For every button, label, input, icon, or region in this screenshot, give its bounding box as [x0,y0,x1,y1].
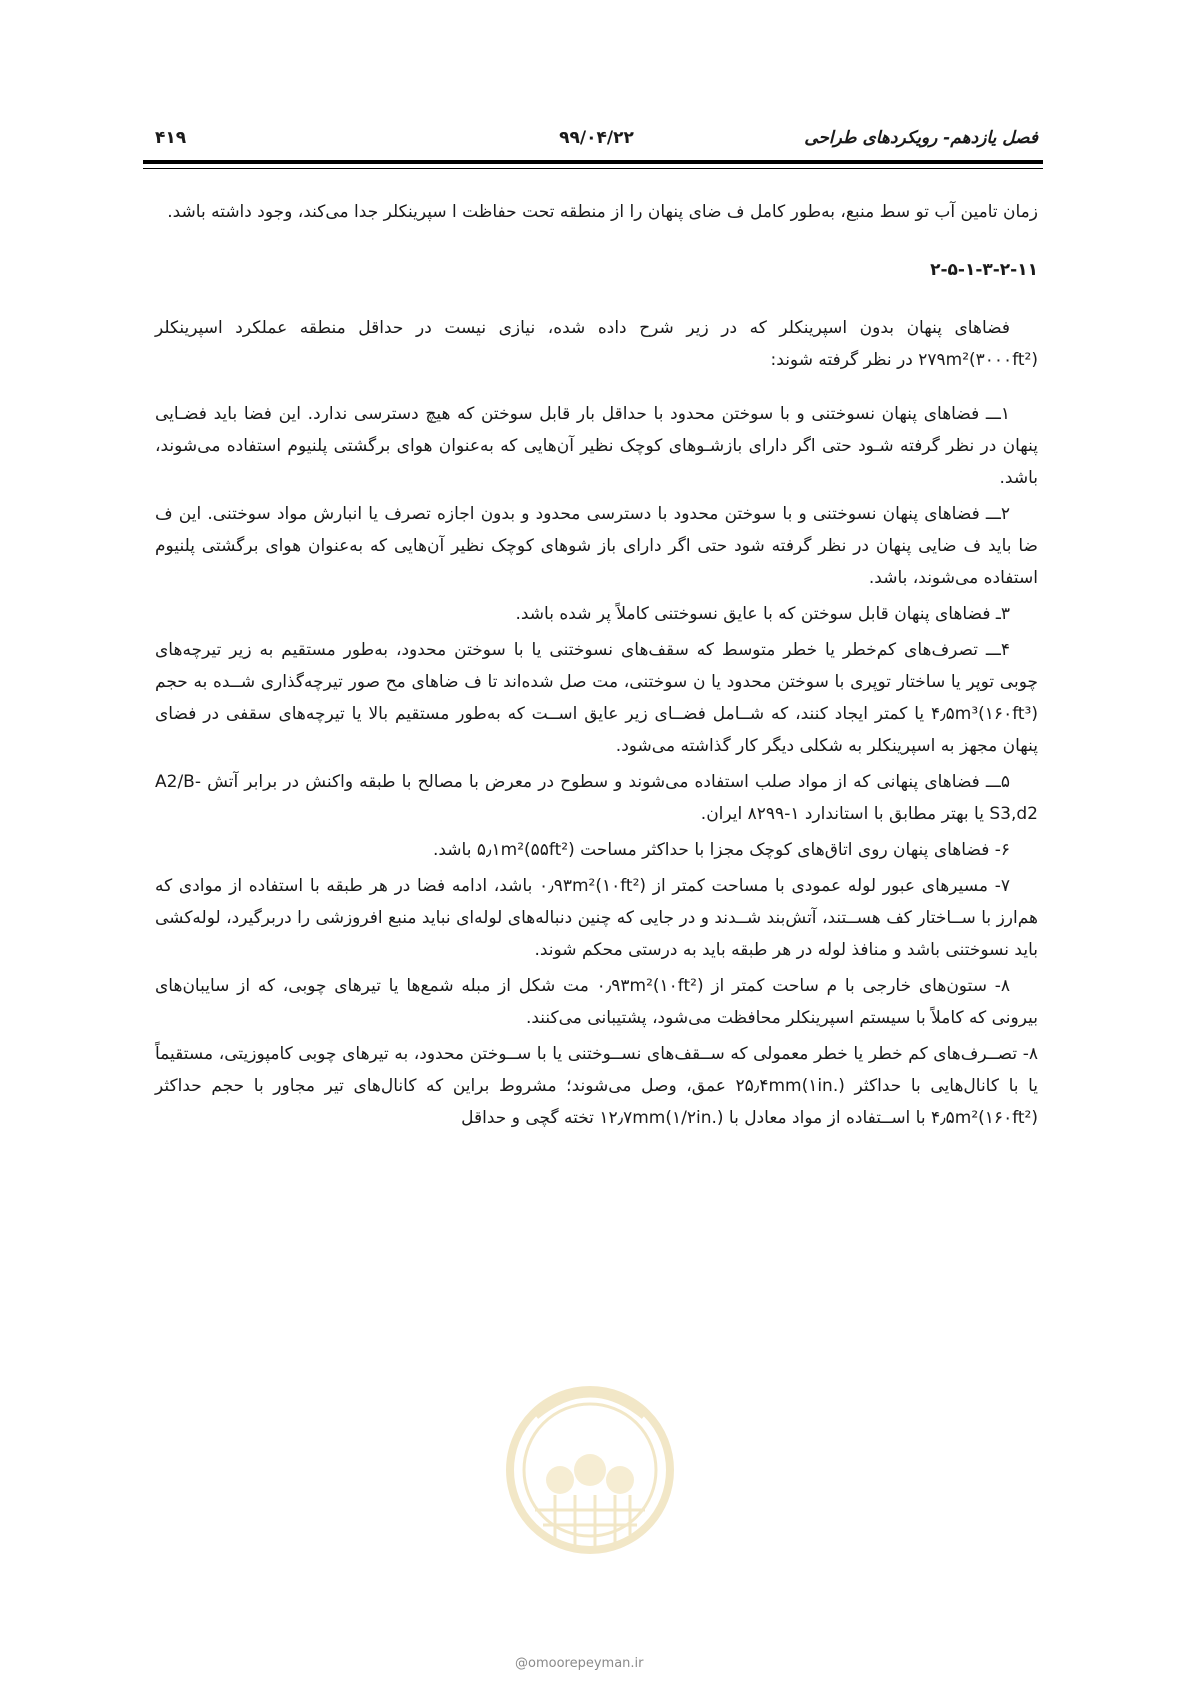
list-item-1: ۱ـــ فضاهای پنهان نسوختنی و با سوختن محدود با حداقل بار قابل سوختن که هیچ دسترسی ندارد. این فضا باید فضـایی پنهان در نظر گرفته شـود حتی اگر دارای بازشـوهای کوچک نظیر آن‌هایی که به‌عنوان هوای برگشتی پلنیوم استفاده می‌شوند، باشد. [155,404,1038,488]
section-heading: ۲-۵-۱-۳-۲-۱۱ [930,260,1038,280]
paragraph-continuation: زمان تامین آب تو سط منبع، به‌طور کامل ف ضای پنهان را از منطقه تحت حفاظت ا سپرینکلر جدا می‌کند، وجود داشته باشد. [167,202,1038,222]
page-header [155,128,1038,158]
page-number: ۴۱۹ [155,128,187,148]
list-item-2: ۲ـــ فضاهای پنهان نسوختنی و با سوختن محدود با دسترسی محدود و بدون اجازه تصرف یا انبارش مواد سوختنی. این ف ضا باید ف ضایی پنهان در نظر گرفته شود حتی اگر دارای باز شوهای کوچک نظیر آن‌هایی که به‌عنوان هوای برگشتی پلنیوم استفاده می‌شوند، باشد. [155,504,1038,588]
list-item-6: ۶- فضاهای پنهان روی اتاق‌های کوچک مجزا با حداکثر مساحت ۵٫۱m²(۵۵ft²) باشد. [432,840,1010,860]
list-item-4: ۴ـــ تصرف‌های کم‌خطر یا خطر متوسط که سقف‌های نسوختنی یا با سوختن محدود، به‌طور مستقیم به زیر تیرچه‌های چوبی توپر یا ساختار توپری با سوختن محدود یا ن سوختنی، مت صل شده‌اند تا ف ضاهای مح صور تیرچه‌گذاری شــده به حجم ۴٫۵m³(۱۶۰ft³) یا کمتر ایجاد کنند، که شــامل فضــای زیر عایق اســت که به‌طور مستقیم بالا یا تیرچه‌های سقفی در فضای پنهان مجهز به اسپرینکلر به شکلی دیگر کار گذاشته می‌شود. [155,640,1038,756]
list-item-5: ۵ـــ فضاهای پنهانی که از مواد صلب استفاده می‌شوند و سطوح در معرض با مصالح با طبقه واکنش در برابر آتش A2/B-S3,d2 یا بهتر مطابق با استاندارد ۱-۸۲۹۹ ایران. [155,772,1038,824]
header-date: ۹۹/۰۴/۲۲ [559,128,634,148]
paragraph-intro: فضاهای پنهان بدون اسپرینکلر که در زیر شرح داده شده، نیازی نیست در حداقل منطقه عملکرد اسپرینکلر ۲۷۹m²(۳۰۰۰ft²) در نظر گرفته شوند: [155,318,1038,370]
body-text [155,196,1038,1134]
list-item-7: ۷- مسیرهای عبور لوله عمودی با مساحت کمتر از ۰٫۹۳m²(۱۰ft²) باشد، ادامه فضا در هر طبقه با استفاده از موادی که هم‌ارز با ســاختار کف هســتند، آتش‌بند شــدند و در جایی که چنین دنباله‌های لوله‌ای نباید منبع افروزشی را دربرگیرد، لوله‌کشی باید نسوختنی باشد و منافذ لوله در هر طبقه باید به درستی محکم شوند. [155,876,1038,960]
website-footer: @omoorepeyman.ir [515,1656,644,1671]
header-rule-thin [143,168,1043,169]
watermark-seal-icon [505,1375,675,1595]
list-item-3: ۳ـ فضاهای پنهان قابل سوختن که با عایق نسوختنی کاملاً پر شده باشد. [515,604,1010,624]
chapter-title: فصل یازدهم- رویکردهای طراحی [804,128,1038,148]
watermark-logo [505,1375,675,1595]
list-item-8b: ۸- تصــرف‌های کم خطر یا خطر معمولی که ســقف‌های نســوختنی یا با ســوختن محدود، به تیرهای چوبی کامپوزیتی، مستقیماً یا با کانال‌هایی با حداکثر ۲۵٫۴mm(۱in.) عمق، وصل می‌شوند؛ مشروط براین که کانال‌های تیر مجاور با حجم حداکثر ۴٫۵m²(۱۶۰ft²) با اســتفاده از مواد معادل با ۱۲٫۷mm(۱/۲in.) تخته گچی و حداقل [155,1044,1039,1128]
header-rule-thick [143,160,1043,164]
list-item-8a: ۸- ستون‌های خارجی با م ساحت کمتر از ۰٫۹۳m²(۱۰ft²) مت شکل از مبله شمع‌ها یا تیرهای چوبی، که از سایبان‌های بیرونی که کاملاً با سیستم اسپرینکلر محافظت می‌شود، پشتیبانی می‌کنند. [155,976,1038,1028]
